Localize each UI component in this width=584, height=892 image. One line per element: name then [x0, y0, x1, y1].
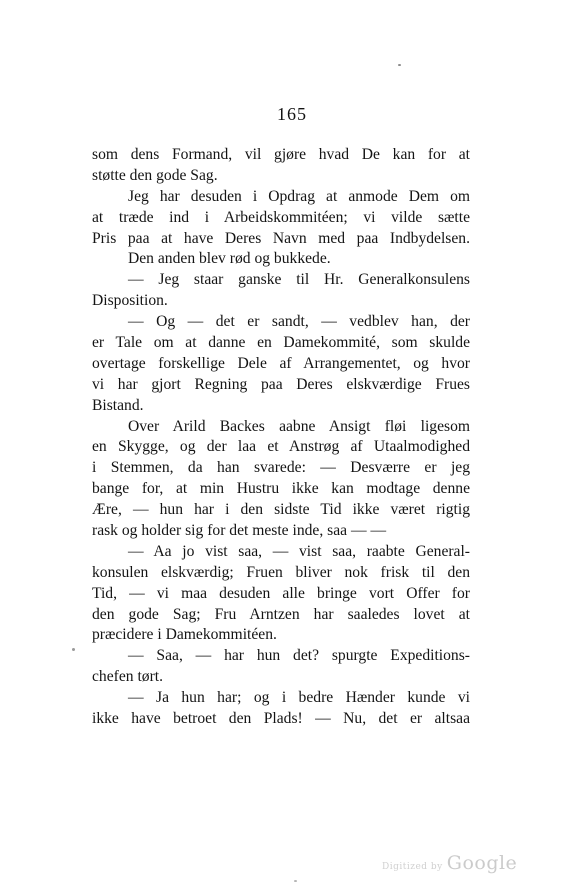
- text-line: — Ja hun har; og i bedre Hænder kunde vi: [128, 689, 470, 707]
- text-line: præcidere i Damekommitéen.: [92, 626, 277, 644]
- text-line: chefen tørt.: [92, 668, 164, 686]
- text-line: — Jeg staar ganske til Hr. Generalkonsulens: [128, 271, 470, 289]
- text-line: en Skygge, og der laa et Anstrøg af Utaalmodighed: [92, 438, 470, 456]
- text-line: bange for, at min Hustru ikke kan modtage denne: [92, 480, 470, 498]
- text-line: rask og holder sig for det meste inde, saa — —: [92, 522, 387, 540]
- ink-speck: [294, 880, 297, 882]
- text-line: er Tale om at danne en Damekommité, som skulde: [92, 334, 470, 352]
- text-line: Den anden blev rød og bukkede.: [128, 250, 331, 268]
- text-line: den gode Sag; Fru Arntzen har saaledes lovet at: [92, 605, 470, 623]
- ink-speck: [72, 648, 75, 651]
- text-line: Over Arild Backes aabne Ansigt fløi ligesom: [128, 417, 470, 435]
- text-line: — Aa jo vist saa, — vist saa, raabte General-: [128, 542, 470, 560]
- watermark-logo: Google: [446, 852, 518, 874]
- text-line: ikke have betroet den Plads! — Nu, det er altsaa: [92, 710, 470, 728]
- text-line: vi har gjort Regning paa Deres elskværdige Frues: [92, 375, 470, 393]
- text-line: Disposition.: [92, 292, 168, 310]
- text-line: konsulen elskværdig; Fruen bliver nok frisk til den: [92, 563, 470, 581]
- body-text: [92, 145, 470, 730]
- text-line: i Stemmen, da han svarede: — Desværre er jeg: [92, 459, 470, 477]
- text-line: Jeg har desuden i Opdrag at anmode Dem om: [128, 187, 470, 205]
- page-number: 165: [277, 104, 307, 124]
- text-line: som dens Formand, vil gjøre hvad De kan for at: [92, 146, 470, 163]
- text-line: — Og — det er sandt, — vedblev han, der: [128, 313, 470, 331]
- text-line: at træde ind i Arbeidskommitéen; vi vilde sætte: [92, 208, 470, 226]
- text-line: overtage forskellige Dele af Arrangementet, og hvor: [92, 354, 470, 372]
- text-line: Pris paa at have Deres Navn med paa Indbydelsen.: [92, 229, 470, 247]
- text-line: — Saa, — har hun det? spurgte Expeditions-: [128, 647, 470, 665]
- text-line: Ære, — hun har i den sidste Tid ikke været rigtig: [92, 501, 470, 519]
- digitization-watermark: [382, 852, 517, 874]
- text-line: Tid, — vi maa desuden alle bringe vort Offer for: [92, 584, 470, 602]
- text-line: Bistand.: [92, 396, 144, 414]
- text-line: støtte den gode Sag.: [92, 166, 218, 184]
- watermark-prefix: Digitized by: [382, 862, 443, 872]
- ink-speck: [398, 64, 401, 66]
